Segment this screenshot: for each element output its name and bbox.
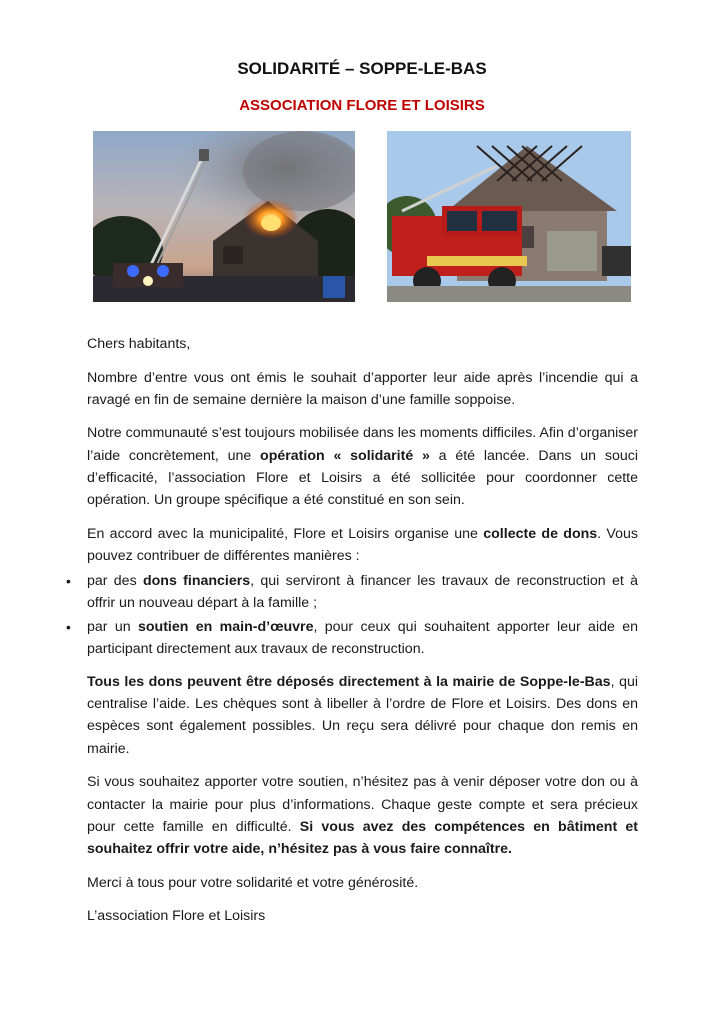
paragraph-intro: Nombre d’entre vous ont émis le souhait d’apporter leur aide après l’incendie qui a ravagé en fin de semaine dernière la maison d’une famille soppoise. <box>87 369 638 408</box>
greeting: Chers habitants, <box>87 336 191 352</box>
bullet-icon: • <box>66 572 71 589</box>
page-subtitle: ASSOCIATION FLORE ET LOISIRS <box>239 97 485 114</box>
paragraph-collecte: En accord avec la municipalité, Flore et Loisirs organise une collecte de dons. Vous pouvez contribuer de différentes manières : <box>87 525 638 565</box>
operation-solidarite-emphasis: opération « solidarité » <box>260 447 430 464</box>
list-item: • par des dons financiers, qui serviront à financer les travaux de reconstruction et à offrir un nouveau départ à la famille ; <box>87 570 638 615</box>
bullet-icon: • <box>66 619 71 636</box>
fire-truck-burnt-house-photo <box>387 131 631 302</box>
contribution-list <box>66 570 638 661</box>
competences-emphasis: Si vous avez des compétences en bâtiment et souhaitez offrir votre aide, n’hésitez pas à vous faire connaître. <box>87 818 639 858</box>
paragraph-operation: Notre communauté s’est toujours mobilisée dans les moments difficiles. Afin d’organiser l’aide concrètement, une opération « solidarité » a été lancée. Dans un souci d’efficacité, l’association Flore et Loisirs a été sollicitée pour coordonner cette opération. Un groupe spécifique a été constitué en son sein. <box>87 425 638 509</box>
list-item: • par un soutien en main-d’œuvre, pour ceux qui souhaitent apporter leur aide en participant directement aux travaux de reconstruction. <box>87 616 638 661</box>
signature: L’association Flore et Loisirs <box>87 908 266 925</box>
depot-mairie-emphasis: Tous les dons peuvent être déposés directement à la mairie de Soppe-le-Bas <box>87 673 611 690</box>
paragraph-soutien: Si vous souhaitez apporter votre soutien, n’hésitez pas à venir déposer votre don ou à contacter la mairie pour plus d’informations. Chaque geste compte et sera précieux pour cette famille en difficulté. Si vous avez des compétences en bâtiment et souhaitez offrir votre aide, n’hésitez pas à vous faire connaître. <box>87 774 639 858</box>
letter-body <box>66 333 639 939</box>
collecte-de-dons-emphasis: collecte de dons <box>483 525 598 542</box>
page-title: SOLIDARITÉ – SOPPE-LE-BAS <box>237 59 487 78</box>
paragraph-merci: Merci à tous pour votre solidarité et votre générosité. <box>87 874 419 891</box>
house-fire-night-photo <box>93 131 355 302</box>
paragraph-depot: Tous les dons peuvent être déposés directement à la mairie de Soppe-le-Bas, qui centralise l’aide. Les chèques sont à libeller à l’ordre de Flore et Loisirs. Des dons en espèces sont également possibles. Un reçu sera délivré pour chaque don remis en mairie. <box>87 673 638 757</box>
